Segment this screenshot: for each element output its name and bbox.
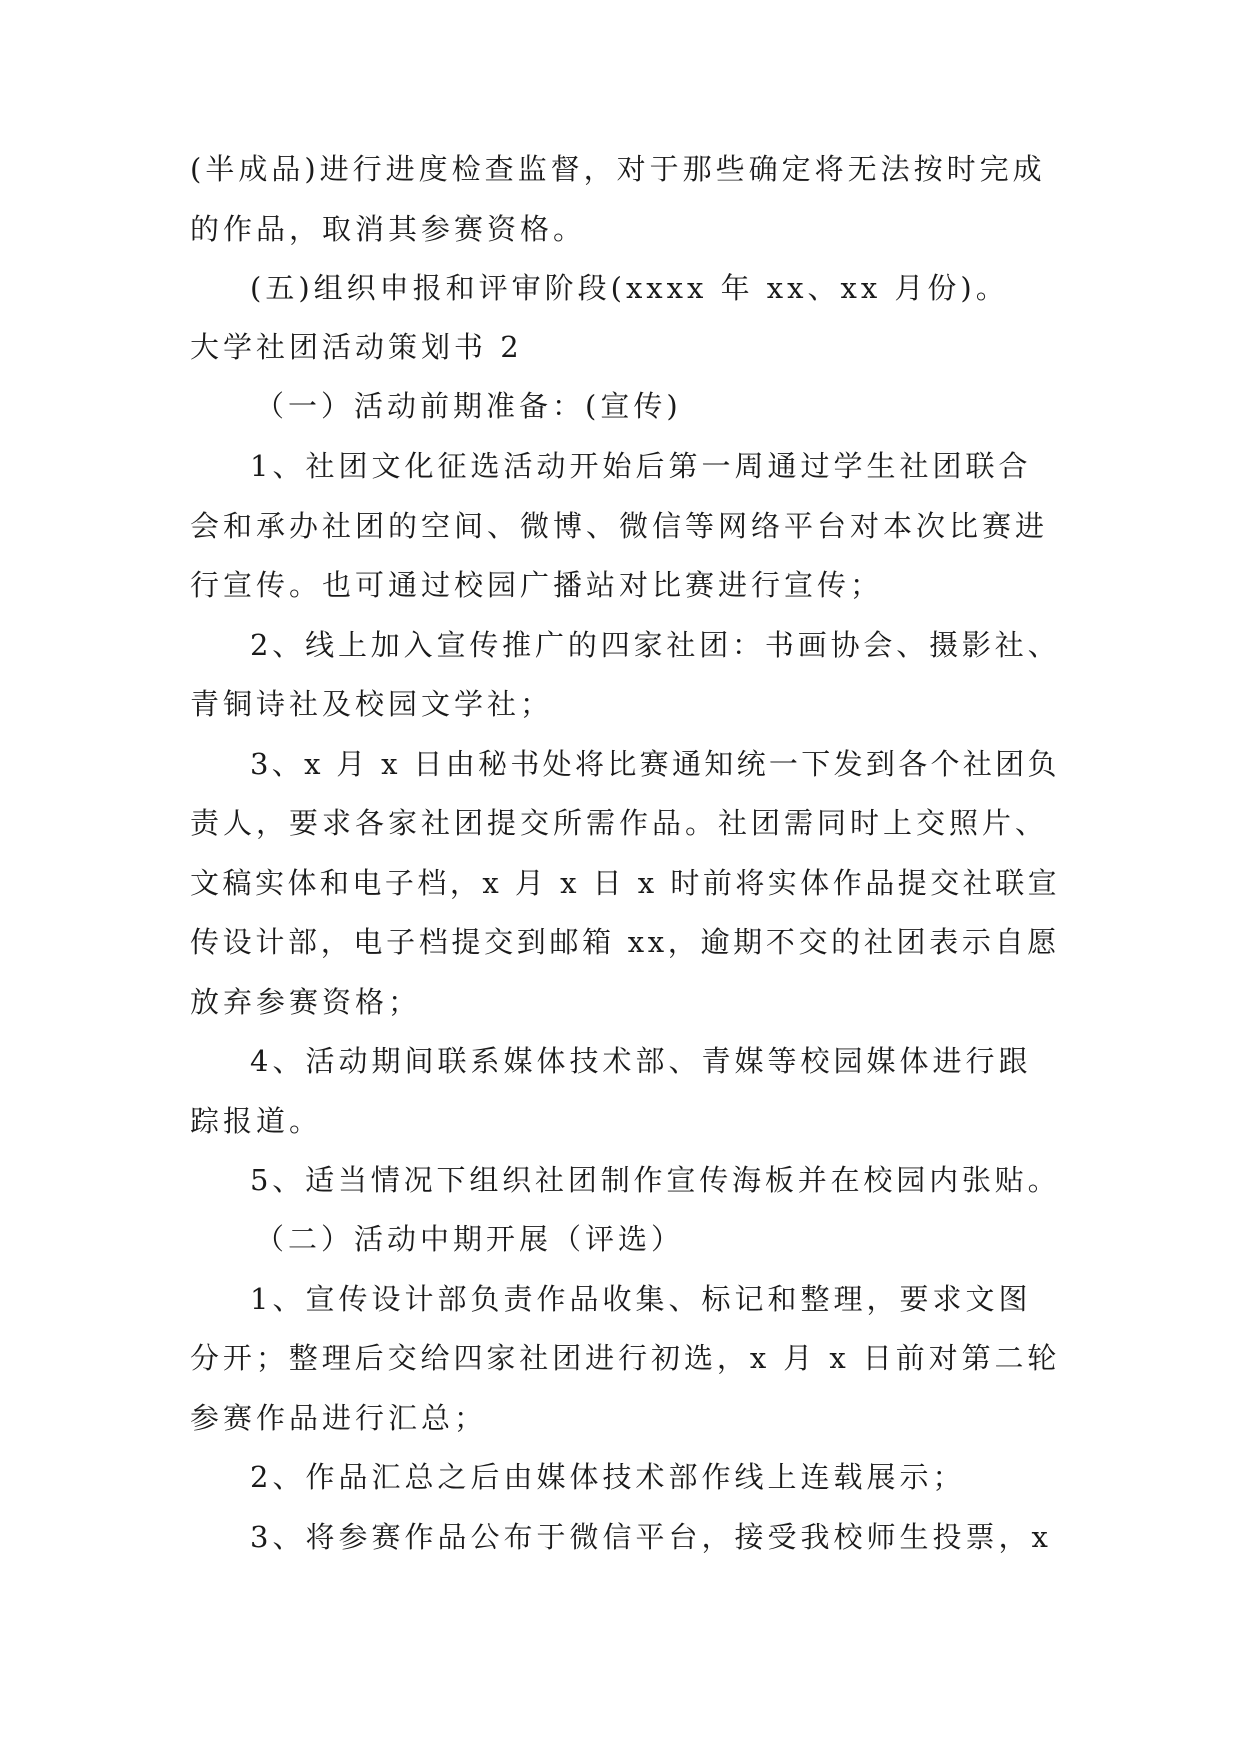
section-heading: (五)组织申报和评审阶段(xxxx 年 xx、xx 月份)。 [250,271,1009,305]
text-line: 会和承办社团的空间、微博、微信等网络平台对本次比赛进 [190,509,1049,543]
section-heading: （二）活动中期开展（评选） [255,1222,685,1256]
text-line: 责人，要求各家社团提交所需作品。社团需同时上交照片、 [190,806,1049,840]
text-line: (半成品)进行进度检查监督，对于那些确定将无法按时完成 [190,152,1046,186]
text-line: 3、将参赛作品公布于微信平台，接受我校师生投票，x [250,1520,1052,1554]
section-heading: （一）活动前期准备：(宣传) [255,389,682,423]
text-line: 放弃参赛资格； [190,985,422,1019]
text-line: 3、x 月 x 日由秘书处将比赛通知统一下发到各个社团负 [250,747,1060,781]
text-line: 文稿实体和电子档，x 月 x 日 x 时前将实体作品提交社联宣 [190,866,1061,900]
text-line: 分开；整理后交给四家社团进行初选，x 月 x 日前对第二轮 [190,1341,1061,1375]
text-line: 行宣传。也可通过校园广播站对比赛进行宣传； [190,568,884,602]
text-line: 的作品，取消其参赛资格。 [190,212,587,246]
text-line: 参赛作品进行汇总； [190,1401,488,1435]
text-line: 2、作品汇总之后由媒体技术部作线上连载展示； [250,1460,966,1494]
text-line: 2、线上加入宣传推广的四家社团：书画协会、摄影社、 [250,628,1061,662]
text-line: 1、社团文化征选活动开始后第一周通过学生社团联合 [250,449,1032,483]
text-line: 传设计部，电子档提交到邮箱 xx，逾期不交的社团表示自愿 [190,925,1060,959]
text-line: 踪报道。 [190,1104,323,1138]
text-line: 4、活动期间联系媒体技术部、青媒等校园媒体进行跟 [250,1044,1032,1078]
text-line: 青铜诗社及校园文学社； [190,687,554,721]
text-line: 1、宣传设计部负责作品收集、标记和整理，要求文图 [250,1282,1032,1316]
text-line: 5、适当情况下组织社团制作宣传海板并在校园内张贴。 [250,1163,1061,1197]
document-title: 大学社团活动策划书 2 [190,330,523,364]
